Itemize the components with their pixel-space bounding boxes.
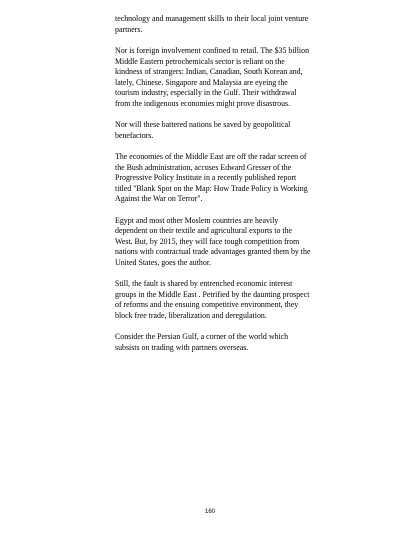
paragraph: technology and management skills to their local joint venture partners. bbox=[115, 14, 309, 34]
paragraph: Nor is foreign involvement confined to retail. The $35 billion Middle Eastern petrochemicals sector is reliant on the kindness of strangers: Indian, Canadian, South Korean and, lately, Chinese. Singapore and Malaysia are eyeing the tourism industry, especially in the Gulf. Their withdrawal from the indigenous economies might prove disastrous. bbox=[115, 46, 310, 108]
paragraph: Nor will these battered nations be saved by geopolitical benefactors. bbox=[115, 120, 291, 140]
body-text bbox=[115, 14, 311, 364]
paragraph: The economies of the Middle East are off the radar screen of the Bush administration, accuses Edward Gresser of the Progressive Policy Institute in a recently published report titled "Blank Spot on the Map: How Trade Policy is Working Against the War on Terror". bbox=[115, 152, 308, 203]
paragraph: Egypt and most other Moslem countries are heavily dependent on their textile and agricultural exports to the West. But, by 2015, they will face tough competition from nations with contractual trade advantages granted them by the United States, goes the author. bbox=[115, 215, 311, 267]
paragraph: Still, the fault is shared by entrenched economic interest groups in the Middle East . Petrified by the daunting prospect of reforms and the ensuing competitive environment, they block free trade, liberalization and deregulation. bbox=[115, 279, 310, 320]
page-number: 160 bbox=[204, 509, 215, 515]
paragraph: Consider the Persian Gulf, a corner of the world which subsists on trading with partners overseas. bbox=[115, 332, 289, 352]
